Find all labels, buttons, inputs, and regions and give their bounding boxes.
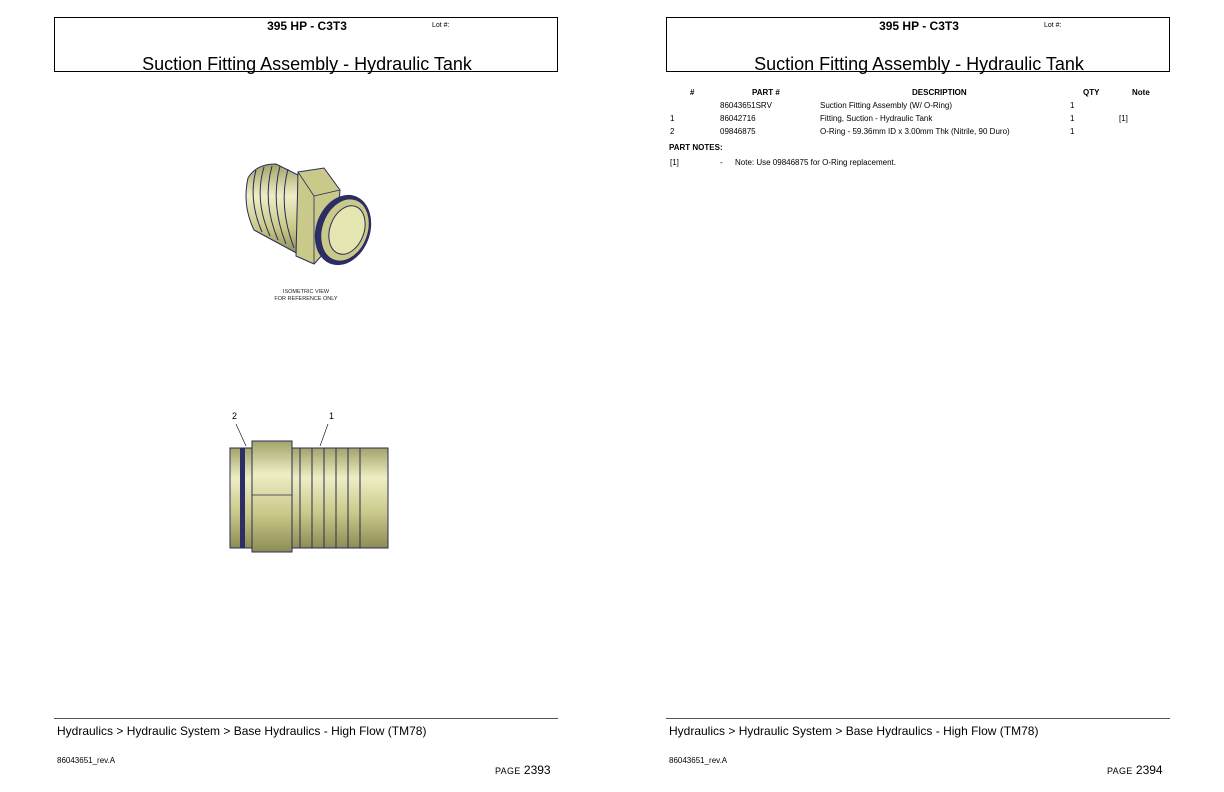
footer-divider <box>666 718 1170 719</box>
row-qty: 1 <box>1070 127 1075 136</box>
row-description: Suction Fitting Assembly (W/ O-Ring) <box>820 101 953 110</box>
note-dash: - <box>720 158 723 167</box>
row-part: 86042716 <box>720 114 756 123</box>
iso-caption-line2: FOR REFERENCE ONLY <box>274 295 338 302</box>
page-word: PAGE <box>495 766 521 776</box>
row-num: 2 <box>670 127 675 136</box>
table-row <box>668 114 1173 127</box>
row-num: 1 <box>670 114 675 123</box>
row-note: [1] <box>1119 114 1128 123</box>
lot-label: Lot #: <box>1044 22 1062 29</box>
side-view-fitting-illustration <box>224 408 394 553</box>
col-part: PART # <box>752 88 780 97</box>
callout-1: 1 <box>329 411 335 421</box>
breadcrumb: Hydraulics > Hydraulic System > Base Hydraulics - High Flow (TM78) <box>669 724 1039 738</box>
table-row <box>668 101 1173 114</box>
parts-table <box>668 88 1173 140</box>
col-num: # <box>690 88 695 97</box>
title-block <box>54 17 558 72</box>
iso-caption-line1: ISOMETRIC VIEW <box>282 289 330 295</box>
document-id: 86043651_rev.A <box>57 756 116 765</box>
page-number <box>1107 763 1163 777</box>
isometric-caption <box>256 289 356 302</box>
page-right <box>612 0 1224 792</box>
model-label: 395 HP - C3T3 <box>267 19 347 33</box>
row-description: Fitting, Suction - Hydraulic Tank <box>820 114 933 123</box>
col-note: Note <box>1132 88 1150 97</box>
table-header <box>668 88 1173 101</box>
page-number-value: 2394 <box>1135 763 1163 777</box>
col-description: DESCRIPTION <box>912 88 967 97</box>
lot-label: Lot #: <box>432 22 450 29</box>
page-title: Suction Fitting Assembly - Hydraulic Tank <box>754 54 1084 74</box>
row-part: 09846875 <box>720 127 756 136</box>
table-row <box>668 127 1173 140</box>
col-qty: QTY <box>1083 88 1100 97</box>
page-word: PAGE <box>1107 766 1133 776</box>
row-part: 86043651SRV <box>720 101 772 110</box>
part-notes-title: PART NOTES: <box>669 143 723 152</box>
note-text: Note: Use 09846875 for O-Ring replacement. <box>735 158 896 167</box>
isometric-fitting-illustration <box>240 160 375 272</box>
page-title: Suction Fitting Assembly - Hydraulic Tank <box>142 54 472 74</box>
note-ref: [1] <box>670 158 679 167</box>
row-qty: 1 <box>1070 101 1075 110</box>
row-qty: 1 <box>1070 114 1075 123</box>
page-number <box>495 763 551 777</box>
callout-2: 2 <box>232 411 238 421</box>
model-label: 395 HP - C3T3 <box>879 19 959 33</box>
page-number-value: 2393 <box>523 763 551 777</box>
footer-divider <box>54 718 558 719</box>
title-block <box>666 17 1170 72</box>
row-description: O-Ring - 59.36mm ID x 3.00mm Thk (Nitrile, 90 Duro) <box>820 127 1010 136</box>
breadcrumb: Hydraulics > Hydraulic System > Base Hydraulics - High Flow (TM78) <box>57 724 427 738</box>
document-id: 86043651_rev.A <box>669 756 728 765</box>
